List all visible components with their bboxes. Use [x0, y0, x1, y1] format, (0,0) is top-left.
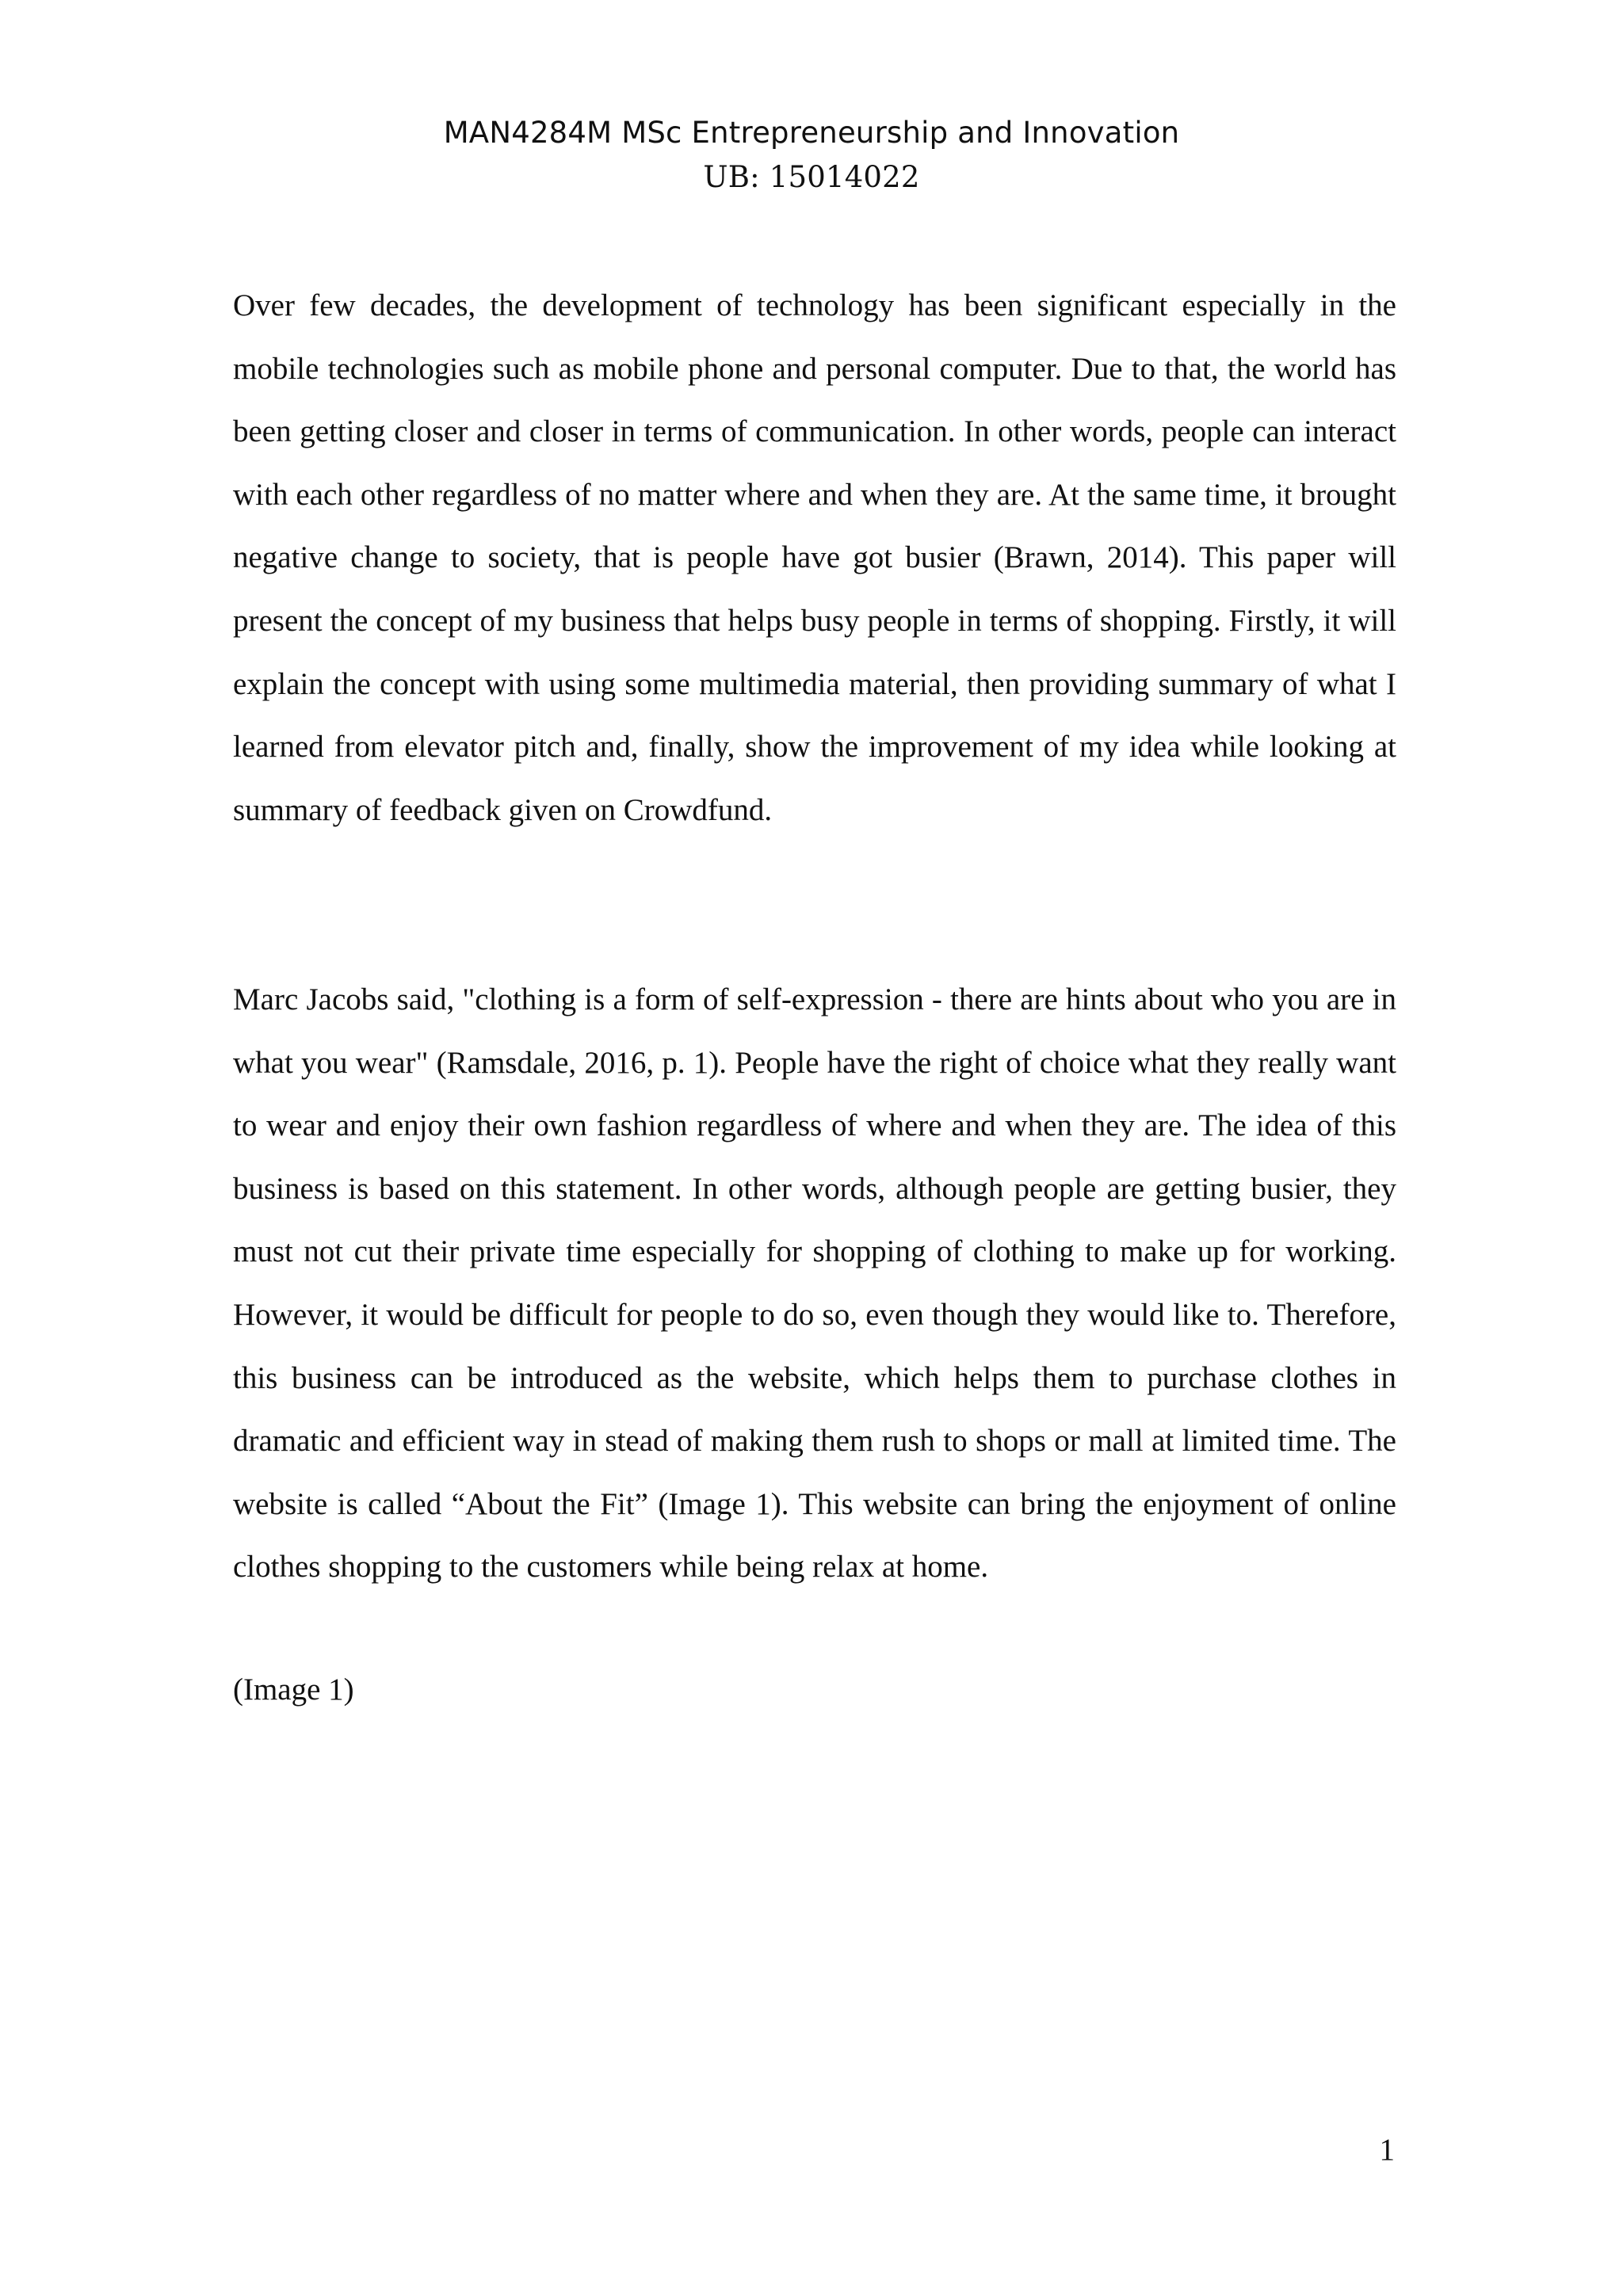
page-number: 1: [1379, 2133, 1395, 2167]
concept-paragraph: Marc Jacobs said, "clothing is a form of self-expression - there are hints about who you are in what you wear" (Ramsdale, 2016, p. 1). People have the right of choice what they really want to wear and enjoy their own fashion regardless of where and when they are. The idea of this business is based on this statement. In other words, although people are getting busier, they must not cut their private time especially for shopping of clothing to make up for working. However, it would be difficult for people to do so, even though they would like to. Therefore, this business can be introduced as the website, which helps them to purchase clothes in dramatic and efficient way in stead of making them rush to shops or mall at limited time. The website is called “About the Fit” (Image 1). This website can bring the enjoyment of online clothes shopping to the customers while being relax at home.: [233, 982, 1396, 1585]
intro-paragraph: Over few decades, the development of technology has been significant especially in the mobile technologies such as mobile phone and personal computer. Due to that, the world has been getting closer and closer in terms of communication. In other words, people can interact with each other regardless of no matter where and when they are. At the same time, it brought negative change to society, that is people have got busier (Brawn, 2014). This paper will present the concept of my business that helps busy people in terms of shopping. Firstly, it will explain the concept with using some multimedia material, then providing summary of what I learned from elevator pitch and, finally, show the improvement of my idea while looking at summary of feedback given on Crowdfund.: [233, 288, 1396, 827]
page-header: [0, 111, 1623, 200]
student-id: UB: 15014022: [703, 160, 920, 194]
course-title: MAN4284M MSc Entrepreneurship and Innovation: [443, 116, 1180, 150]
image-caption: (Image 1): [233, 1672, 354, 1707]
